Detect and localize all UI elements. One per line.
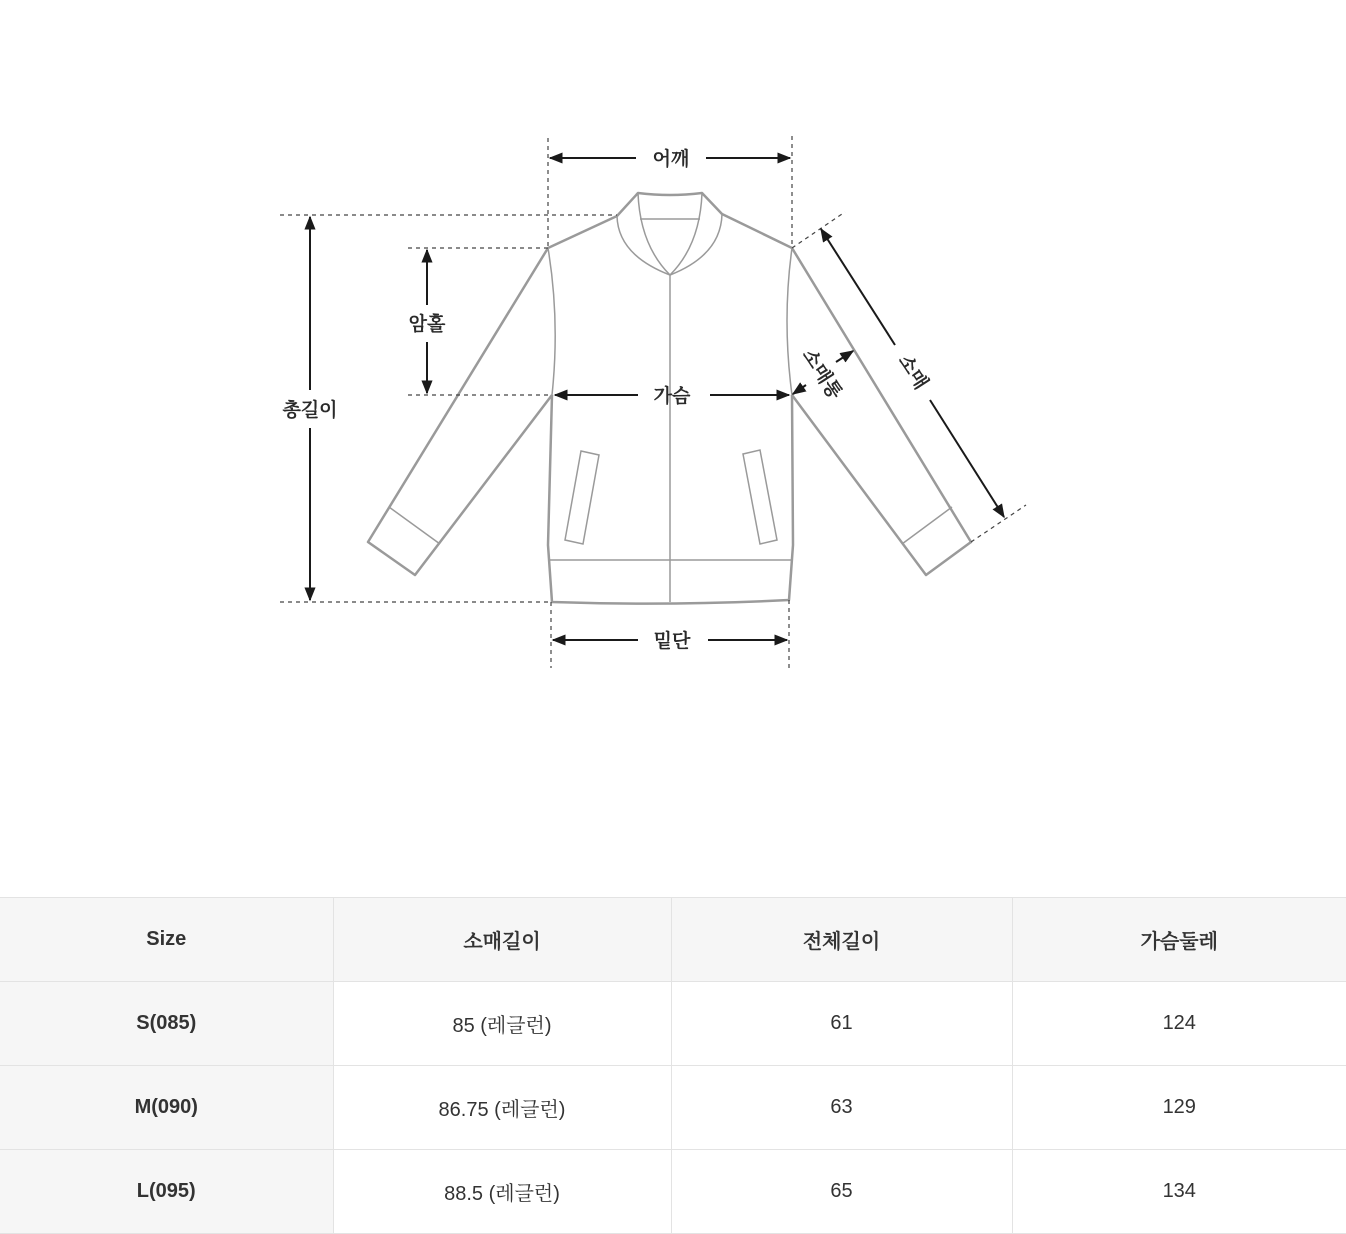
- table-header-row: [0, 898, 1346, 982]
- sleeve-cell: 85 (레글런): [333, 982, 671, 1066]
- sleeve-label: 소매: [893, 350, 933, 394]
- sleeve-width-label: 소매통: [797, 344, 847, 404]
- chest-cell: 134: [1012, 1150, 1346, 1234]
- shoulder-label: 어깨: [652, 148, 690, 170]
- sleeve-arrow-bottom: [930, 400, 1004, 517]
- header-chest: 가슴둘레: [1012, 898, 1346, 982]
- length-cell: 63: [671, 1066, 1012, 1150]
- sleeve-cell: 86.75 (레글런): [333, 1066, 671, 1150]
- chest-cell: 124: [1012, 982, 1346, 1066]
- total-length-label: 총길이: [282, 399, 338, 421]
- sleeve-width-arrow-bottom: [793, 385, 806, 394]
- length-cell: 65: [671, 1150, 1012, 1234]
- size-table: [0, 897, 1346, 1234]
- header-total-length: 전체길이: [671, 898, 1012, 982]
- chest-label: 가슴: [653, 385, 691, 407]
- table-row: [0, 982, 1346, 1066]
- size-cell: L(095): [0, 1150, 333, 1234]
- sleeve-arrow-top: [821, 229, 895, 345]
- hem-label: 밑단: [653, 630, 691, 652]
- sleeve-width-arrow-top: [836, 351, 853, 362]
- header-sleeve-length: 소매길이: [333, 898, 671, 982]
- table-row: [0, 1150, 1346, 1234]
- chest-cell: 129: [1012, 1066, 1346, 1150]
- length-cell: 61: [671, 982, 1012, 1066]
- armhole-label: 암홀: [408, 313, 446, 335]
- header-size: Size: [0, 898, 333, 982]
- size-cell: M(090): [0, 1066, 333, 1150]
- sleeve-cell: 88.5 (레글런): [333, 1150, 671, 1234]
- size-cell: S(085): [0, 982, 333, 1066]
- table-row: [0, 1066, 1346, 1150]
